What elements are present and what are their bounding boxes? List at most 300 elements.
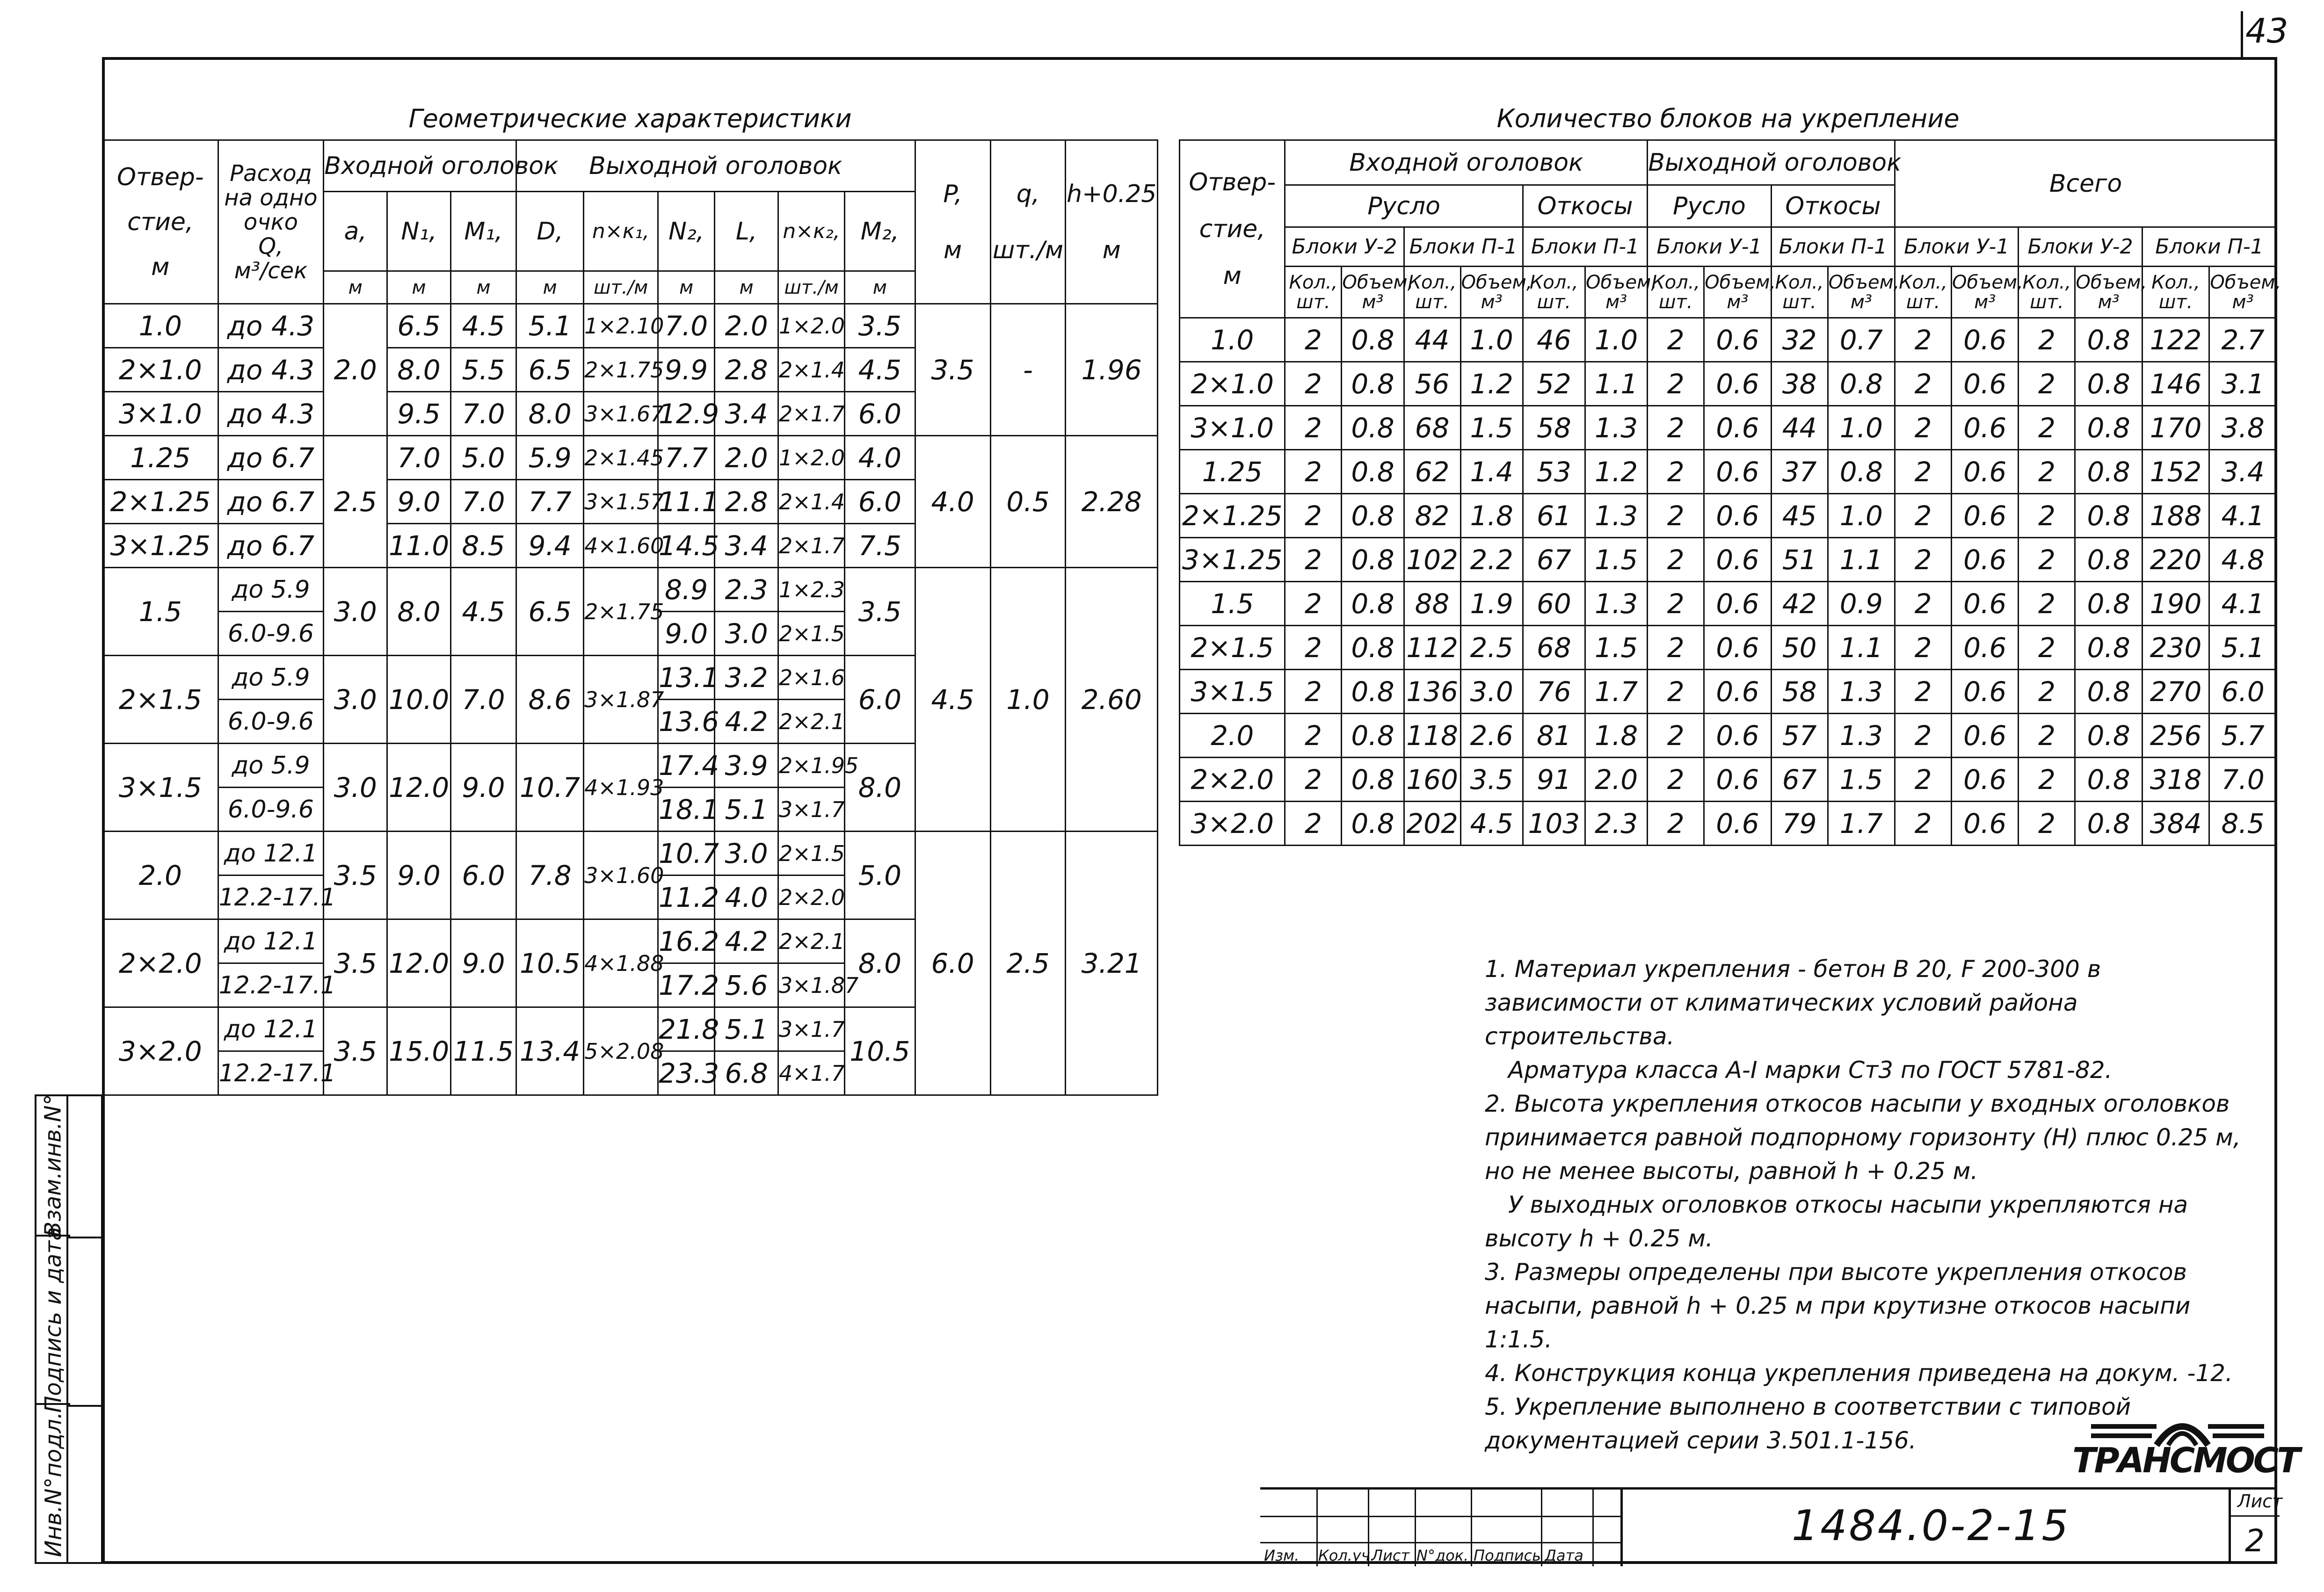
table-cell: 2 [1285,758,1342,802]
L-cell: 2.8 [715,480,778,524]
table-cell: 0.6 [1951,362,2018,406]
table-cell: 2 [2019,362,2075,406]
N1-cell: 9.5 [387,392,451,436]
notes [1485,952,2261,1457]
blocks-table [1179,139,2281,846]
header-N1: N₁, [387,192,451,271]
header-u1: Блоки У-1 [1648,227,1771,267]
header-opening: Отвер- стие, м [103,140,218,304]
N2-cell: 18.1 [658,788,714,832]
a-cell: 3.0 [324,656,387,744]
table-cell: 2 [1285,494,1342,538]
q-cell: 1.0 [990,568,1066,832]
volume-header: Объем, м³ [1951,267,2018,318]
table-cell: 0.8 [2075,318,2142,362]
table-cell: 1.4 [1460,450,1523,494]
table-cell: 60 [1523,582,1585,626]
unit-cell: шт./м [778,271,845,304]
note-2: 2. Высота укрепления откосов насыпи у входных оголовков принимается равной подпорному горизонту (Н) плюс 0.25 м, но не менее высоты, равной h + 0.25 м. [1485,1090,2241,1185]
M2-cell: 8.0 [845,744,915,832]
table-cell: 318 [2142,758,2209,802]
table-cell: 5.1 [2209,626,2277,670]
logo-text: ТРАНСМОСТ [2072,1440,2299,1481]
header-N2: N₂, [658,192,714,271]
table-cell: 0.8 [2075,626,2142,670]
N2-cell: 16.2 [658,919,714,963]
opening-cell: 2×1.25 [1180,494,1285,538]
table-cell: 1.1 [1828,626,1895,670]
header-a: a, [324,192,387,271]
left-table-title: Геометрические характеристики [408,104,852,133]
volume-header: Объем, м³ [1460,267,1523,318]
table-cell: 0.8 [1342,626,1404,670]
header-nk1: n×κ₁, [584,192,658,271]
side-label: Инв.N°подл. [40,1411,66,1557]
table-cell: 67 [1523,538,1585,582]
N2-cell: 17.2 [658,963,714,1007]
table-cell: 2 [1895,582,1952,626]
table-cell: 1.5 [1460,406,1523,450]
table-cell: 4.1 [2209,582,2277,626]
qty-header: Кол., шт. [1648,267,1704,318]
M1-cell: 11.5 [450,1007,516,1095]
table-row [1180,406,2277,450]
D-cell: 10.7 [516,744,583,832]
table-cell: 2 [1285,450,1342,494]
opening-cell: 2×2.0 [103,919,218,1007]
L-cell: 3.9 [715,744,778,788]
table-cell: 0.8 [2075,362,2142,406]
nk2-cell: 2×1.7 [778,392,845,436]
h-cell: 3.21 [1066,832,1158,1095]
nk1-cell: 5×2.08 [584,1007,658,1095]
table-cell: 0.8 [1342,582,1404,626]
qty-header: Кол., шт. [2019,267,2075,318]
table-cell: 2 [1895,626,1952,670]
table-cell: 230 [2142,626,2209,670]
table-cell: 0.6 [1704,538,1771,582]
h-cell: 1.96 [1066,304,1158,436]
table-cell: 1.7 [1828,802,1895,846]
opening-cell: 1.5 [103,568,218,656]
table-cell: 2 [1648,318,1704,362]
table-cell: 0.6 [1704,494,1771,538]
table-cell: 220 [2142,538,2209,582]
opening-cell: 3×1.5 [1180,670,1285,714]
M2-cell: 7.5 [845,524,915,568]
opening-cell: 2×2.0 [1180,758,1285,802]
M1-cell: 7.0 [450,392,516,436]
N1-cell: 15.0 [387,1007,451,1095]
nk2-cell: 1×2.0 [778,436,845,480]
table-cell: 2 [2019,450,2075,494]
flow-cell: 12.2-17.1 [218,1051,324,1095]
flow-cell: до 12.1 [218,919,324,963]
D-cell: 8.0 [516,392,583,436]
table-cell: 160 [1404,758,1460,802]
table-cell: 37 [1771,450,1828,494]
opening-cell: 3×2.0 [1180,802,1285,846]
table-cell: 2 [1895,670,1952,714]
table-cell: 0.8 [2075,406,2142,450]
table-cell: 118 [1404,714,1460,758]
table-cell: 82 [1404,494,1460,538]
nk2-cell: 2×1.5 [778,832,845,876]
table-cell: 136 [1404,670,1460,714]
flow-cell: 6.0-9.6 [218,612,324,656]
P-cell: 6.0 [915,832,990,1095]
L-cell: 2.3 [715,568,778,612]
flow-cell: до 6.7 [218,524,324,568]
table-cell: 5.7 [2209,714,2277,758]
header-L: L, [715,192,778,271]
flow-cell: 6.0-9.6 [218,700,324,744]
table-cell: 2 [1285,318,1342,362]
right-table-title: Количество блоков на укрепление [1496,104,1960,133]
table-cell: 2 [1285,670,1342,714]
stamp-label: N°док. [1416,1547,1469,1564]
table-cell: 67 [1771,758,1828,802]
table-cell: 51 [1771,538,1828,582]
N1-cell: 11.0 [387,524,451,568]
table-cell: 0.6 [1704,714,1771,758]
table-cell: 4.5 [1460,802,1523,846]
header-flow: Расход на одно очко Q, м³/сек [218,140,324,304]
table-cell: 0.6 [1704,626,1771,670]
stamp-label: Изм. [1264,1547,1300,1564]
L-cell: 5.6 [715,963,778,1007]
flow-cell: до 5.9 [218,744,324,788]
N2-cell: 13.6 [658,700,714,744]
table-cell: 2 [1895,450,1952,494]
flow-cell: до 4.3 [218,304,324,348]
flow-cell: 12.2-17.1 [218,963,324,1007]
nk1-cell: 4×1.60 [584,524,658,568]
table-cell: 1.8 [1460,494,1523,538]
table-cell: 0.6 [1951,450,2018,494]
table-cell: 81 [1523,714,1585,758]
table-cell: 68 [1523,626,1585,670]
table-cell: 0.6 [1951,626,2018,670]
table-row [1180,670,2277,714]
table-cell: 3.4 [2209,450,2277,494]
table-cell: 2 [1648,582,1704,626]
table-cell: 2.6 [1460,714,1523,758]
flow-cell: до 5.9 [218,656,324,700]
table-cell: 2 [2019,714,2075,758]
M2-cell: 5.0 [845,832,915,919]
table-cell: 0.6 [1951,802,2018,846]
D-cell: 7.7 [516,480,583,524]
nk2-cell: 4×1.7 [778,1051,845,1095]
a-cell: 3.0 [324,568,387,656]
table-cell: 1.8 [1585,714,1647,758]
table-cell: 0.8 [2075,758,2142,802]
header-nk2: n×κ₂, [778,192,845,271]
M2-cell: 4.5 [845,348,915,392]
table-cell: 0.6 [1951,670,2018,714]
D-cell: 10.5 [516,919,583,1007]
table-cell: 188 [2142,494,2209,538]
opening-cell: 1.0 [1180,318,1285,362]
table-cell: 0.8 [1342,318,1404,362]
flow-cell: до 12.1 [218,1007,324,1051]
table-cell: 1.5 [1828,758,1895,802]
side-labels-column [36,1096,68,1562]
table-cell: 76 [1523,670,1585,714]
table-cell: 38 [1771,362,1828,406]
qty-header: Кол., шт. [1771,267,1828,318]
D-cell: 6.5 [516,568,583,656]
nk1-cell: 3×1.67 [584,392,658,436]
volume-header: Объем, м³ [1585,267,1647,318]
header-M1: M₁, [450,192,516,271]
opening-cell: 1.0 [103,304,218,348]
nk2-cell: 3×1.87 [778,963,845,1007]
table-cell: 58 [1523,406,1585,450]
table-cell: 2 [1895,714,1952,758]
table-cell: 2 [1285,538,1342,582]
table-cell: 0.8 [1342,494,1404,538]
qty-header: Кол., шт. [1895,267,1952,318]
unit-cell: м [715,271,778,304]
nk1-cell: 2×1.75 [584,348,658,392]
nk2-cell: 1×2.3 [778,568,845,612]
note-3: 3. Размеры определены при высоте укрепления откосов насыпи, равной h + 0.25 м при крутизне откосов насыпи 1:1.5. [1485,1259,2191,1353]
table-cell: 0.6 [1951,538,2018,582]
document-number: 1484.0-2-15 [1792,1501,2070,1550]
q-cell: 2.5 [990,832,1066,1095]
volume-header: Объем, м³ [2209,267,2277,318]
header-slopes: Откосы [1771,185,1895,227]
table-cell: 68 [1404,406,1460,450]
header-p1: Блоки П-1 [1404,227,1523,267]
opening-cell: 3×2.0 [103,1007,218,1095]
table-cell: 0.6 [1951,758,2018,802]
nk2-cell: 2×1.4 [778,480,845,524]
N2-cell: 11.1 [658,480,714,524]
N2-cell: 8.9 [658,568,714,612]
table-cell: 53 [1523,450,1585,494]
q-cell: - [990,304,1066,436]
side-cell [36,1227,70,1413]
nk1-cell: 3×1.87 [584,656,658,744]
table-cell: 2 [1895,318,1952,362]
table-cell: 0.6 [1704,406,1771,450]
table-cell: 0.8 [1828,362,1895,406]
L-cell: 6.8 [715,1051,778,1095]
opening-cell: 1.25 [103,436,218,480]
unit-cell: м [387,271,451,304]
nk2-cell: 2×1.95 [778,744,845,788]
M2-cell: 3.5 [845,568,915,656]
header-u2: Блоки У-2 [1285,227,1404,267]
D-cell: 9.4 [516,524,583,568]
table-cell: 2 [1895,802,1952,846]
qty-header: Кол., шт. [2142,267,2209,318]
qty-header: Кол., шт. [1404,267,1460,318]
D-cell: 5.9 [516,436,583,480]
table-cell: 2.5 [1460,626,1523,670]
table-cell: 103 [1523,802,1585,846]
L-cell: 5.1 [715,788,778,832]
nk2-cell: 3×1.7 [778,788,845,832]
table-cell: 0.6 [1704,802,1771,846]
flow-cell: до 12.1 [218,832,324,876]
table-cell: 202 [1404,802,1460,846]
table-cell: 2 [1648,450,1704,494]
P-cell: 3.5 [915,304,990,436]
N2-cell: 17.4 [658,744,714,788]
N1-cell: 6.5 [387,304,451,348]
table-cell: 0.6 [1951,714,2018,758]
table-cell: 0.8 [2075,802,2142,846]
table-cell: 58 [1771,670,1828,714]
flow-cell: до 6.7 [218,480,324,524]
nk2-cell: 2×2.1 [778,700,845,744]
table-cell: 0.6 [1704,758,1771,802]
h-cell: 2.60 [1066,568,1158,832]
table-cell: 170 [2142,406,2209,450]
M1-cell: 4.5 [450,304,516,348]
nk1-cell: 3×1.57 [584,480,658,524]
N2-cell: 7.0 [658,304,714,348]
M1-cell: 5.0 [450,436,516,480]
unit-cell: м [845,271,915,304]
N2-cell: 7.7 [658,436,714,480]
table-cell: 32 [1771,318,1828,362]
header-p1: Блоки П-1 [2142,227,2276,267]
P-cell: 4.5 [915,568,990,832]
opening-cell: 2×1.0 [103,348,218,392]
N1-cell: 8.0 [387,568,451,656]
table-cell: 2 [1285,362,1342,406]
volume-header: Объем, м³ [1704,267,1771,318]
M1-cell: 9.0 [450,744,516,832]
header-bed: Русло [1285,185,1523,227]
D-cell: 7.8 [516,832,583,919]
nk2-cell: 3×1.7 [778,1007,845,1051]
N2-cell: 9.9 [658,348,714,392]
L-cell: 3.4 [715,392,778,436]
N1-cell: 7.0 [387,436,451,480]
table-cell: 2.0 [1585,758,1647,802]
table-cell: 2 [1648,670,1704,714]
table-cell: 0.8 [1342,450,1404,494]
M1-cell: 6.0 [450,832,516,919]
note-1b: Арматура класса А-I марки Ст3 по ГОСТ 5781-82. [1508,1057,2113,1084]
N1-cell: 8.0 [387,348,451,392]
table-cell: 0.6 [1704,362,1771,406]
N1-cell: 12.0 [387,744,451,832]
flow-cell: до 4.3 [218,348,324,392]
note-2b: У выходных оголовков откосы насыпи укрепляются на высоту h + 0.25 м. [1485,1191,2188,1252]
M2-cell: 4.0 [845,436,915,480]
table-cell: 152 [2142,450,2209,494]
flow-cell: 6.0-9.6 [218,788,324,832]
table-row [1180,714,2277,758]
header-p1: Блоки П-1 [1523,227,1648,267]
table-row [1180,626,2277,670]
opening-cell: 2×1.5 [1180,626,1285,670]
table-cell: 4.8 [2209,538,2277,582]
table-cell: 2 [1648,494,1704,538]
header-total: Всего [1895,140,2277,227]
opening-cell: 2×1.25 [103,480,218,524]
volume-header: Объем, м³ [1342,267,1404,318]
h-cell: 2.28 [1066,436,1158,568]
opening-cell: 2.0 [103,832,218,919]
table-cell: 0.8 [2075,582,2142,626]
table-row [1180,802,2277,846]
table-cell: 270 [2142,670,2209,714]
table-cell: 1.2 [1460,362,1523,406]
sheet-number: 2 [2245,1523,2265,1559]
nk2-cell: 2×1.4 [778,348,845,392]
table-cell: 2 [1648,362,1704,406]
unit-cell: м [324,271,387,304]
opening-cell: 3×1.5 [103,744,218,832]
table-cell: 8.5 [2209,802,2277,846]
table-cell: 2.7 [2209,318,2277,362]
table-cell: 1.1 [1585,362,1647,406]
table-cell: 0.8 [1342,406,1404,450]
nk2-cell: 2×1.6 [778,656,845,700]
nk1-cell: 4×1.88 [584,919,658,1007]
table-cell: 2 [2019,758,2075,802]
table-row [1180,362,2277,406]
stamp-label: Кол.уч. [1318,1547,1375,1564]
table-cell: 1.3 [1585,406,1647,450]
table-cell: 0.8 [1342,362,1404,406]
table-cell: 0.8 [1342,758,1404,802]
table-cell: 0.6 [1704,670,1771,714]
geometry-table [102,139,1158,1096]
opening-cell: 1.5 [1180,582,1285,626]
L-cell: 3.0 [715,612,778,656]
N1-cell: 12.0 [387,919,451,1007]
N2-cell: 10.7 [658,832,714,876]
L-cell: 2.8 [715,348,778,392]
L-cell: 4.2 [715,919,778,963]
table-cell: 61 [1523,494,1585,538]
table-cell: 0.8 [1342,802,1404,846]
D-cell: 6.5 [516,348,583,392]
L-cell: 3.2 [715,656,778,700]
table-cell: 2 [1648,626,1704,670]
stamp-label: Подпись [1474,1547,1541,1564]
table-cell: 0.8 [1342,670,1404,714]
header-D: D, [516,192,583,271]
side-stamp [35,1094,103,1564]
table-cell: 2 [1895,758,1952,802]
table-cell: 2 [1648,406,1704,450]
page-number-rule [2241,11,2243,58]
table-cell: 0.6 [1704,582,1771,626]
header-bed: Русло [1648,185,1771,227]
table-cell: 0.8 [2075,450,2142,494]
side-label: Взам.инв.N° [40,1094,66,1237]
a-cell: 3.0 [324,744,387,832]
a-cell: 2.0 [324,304,387,436]
table-cell: 57 [1771,714,1828,758]
nk1-cell: 3×1.60 [584,832,658,919]
table-row [103,568,1158,612]
table-cell: 2 [1895,406,1952,450]
table-cell: 2 [2019,318,2075,362]
table-row [1180,758,2277,802]
table-cell: 1.7 [1585,670,1647,714]
